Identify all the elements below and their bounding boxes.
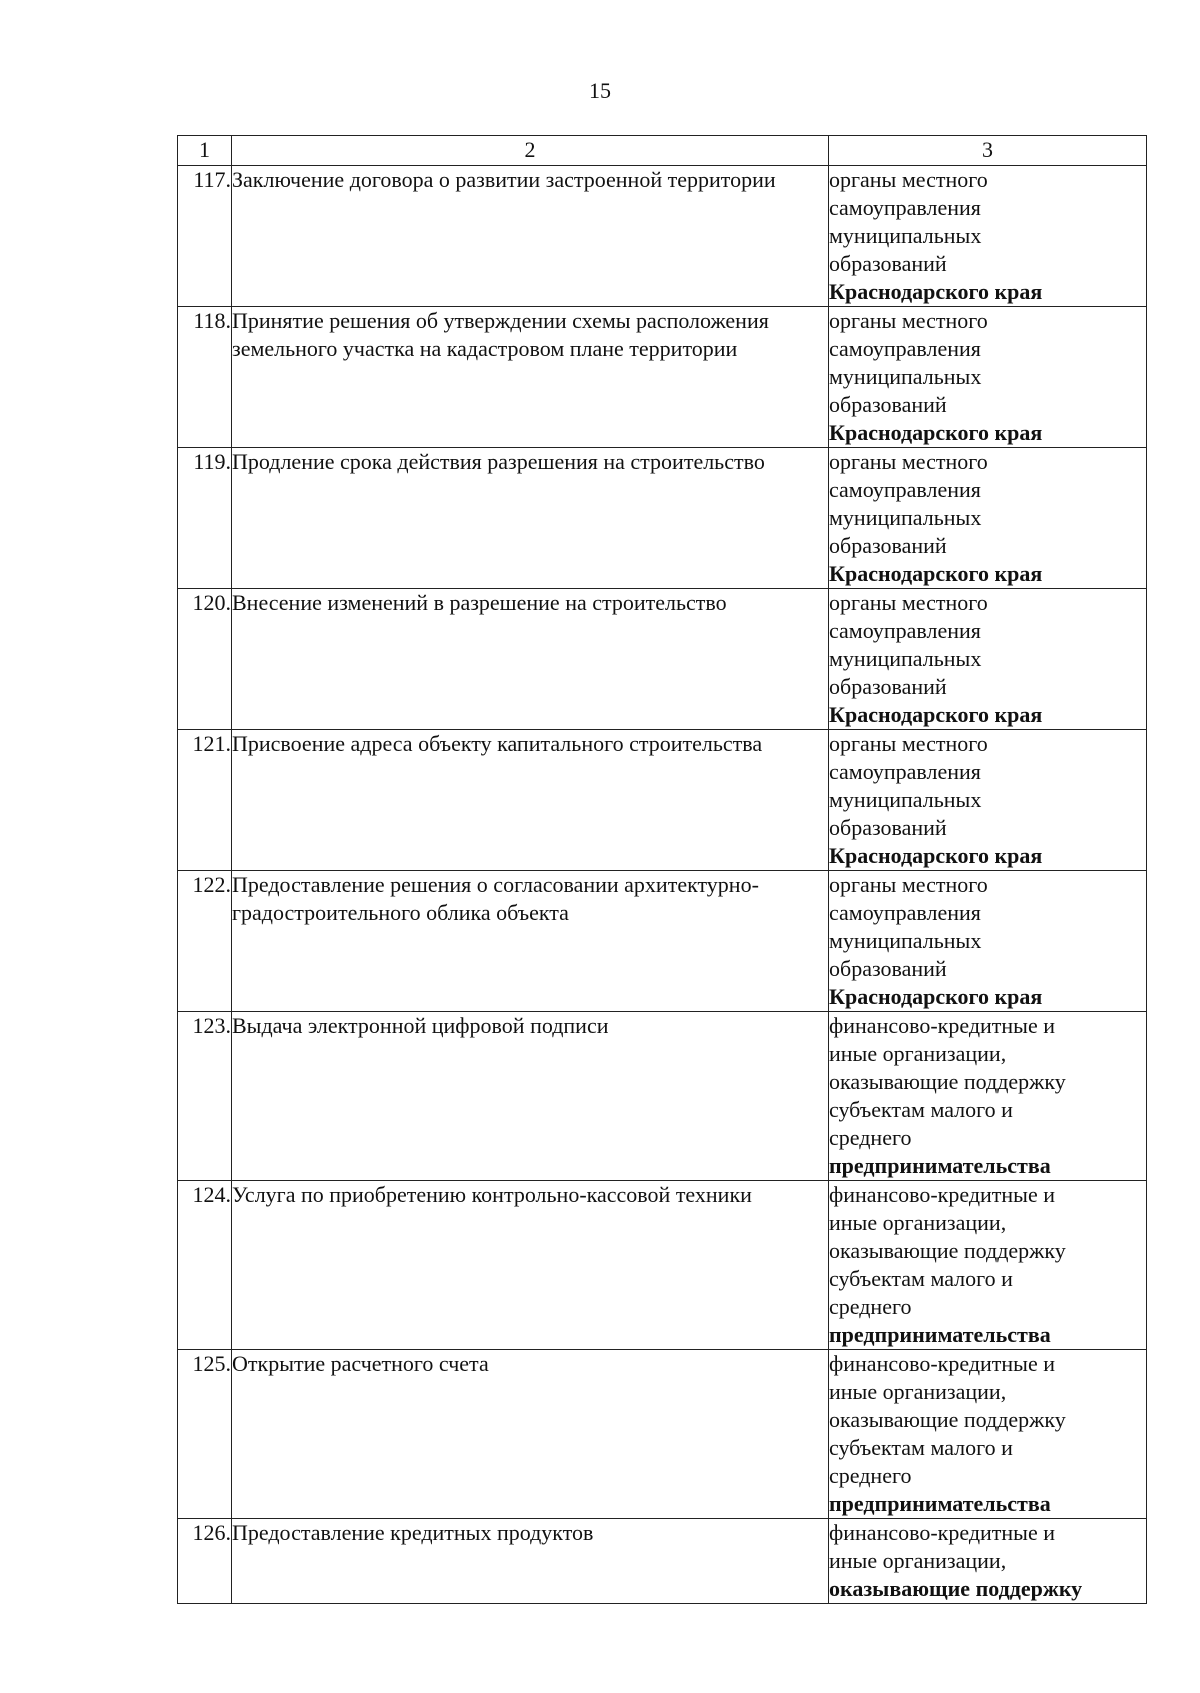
authority-line: предпринимательства xyxy=(829,1491,1051,1516)
authority-line: муниципальных xyxy=(829,223,982,248)
service-name: Заключение договора о развитии застроенной территории xyxy=(232,166,829,307)
authority-line: иные организации, xyxy=(829,1041,1007,1066)
row-number: 123. xyxy=(178,1012,232,1181)
authority-line: образований xyxy=(829,956,947,981)
authority-line: предпринимательства xyxy=(829,1153,1051,1178)
authority-line: оказывающие поддержку xyxy=(829,1069,1066,1094)
responsible-authority xyxy=(829,871,1147,1012)
column-header-number: 1 xyxy=(178,136,232,166)
responsible-authority xyxy=(829,1350,1147,1519)
table-row xyxy=(178,1181,1147,1350)
responsible-authority xyxy=(829,589,1147,730)
service-name: Предоставление решения о согласовании архитектурно-градостроительного облика объекта xyxy=(232,871,829,1012)
authority-line: самоуправления xyxy=(829,618,981,643)
row-number: 126. xyxy=(178,1519,232,1604)
row-number: 119. xyxy=(178,448,232,589)
authority-line: муниципальных xyxy=(829,787,982,812)
authority-line: образований xyxy=(829,815,947,840)
responsible-authority xyxy=(829,448,1147,589)
column-header-authority: 3 xyxy=(829,136,1147,166)
table-row xyxy=(178,730,1147,871)
service-name: Предоставление кредитных продуктов xyxy=(232,1519,829,1604)
authority-line: образований xyxy=(829,533,947,558)
authority-line: органы местного xyxy=(829,308,988,333)
responsible-authority xyxy=(829,1012,1147,1181)
table-body xyxy=(178,166,1147,1604)
authority-line: Краснодарского края xyxy=(829,843,1043,868)
authority-line: органы местного xyxy=(829,449,988,474)
authority-line: среднего xyxy=(829,1463,912,1488)
service-name: Открытие расчетного счета xyxy=(232,1350,829,1519)
authority-line: Краснодарского края xyxy=(829,702,1043,727)
authority-line: субъектам малого и xyxy=(829,1097,1013,1122)
table-row xyxy=(178,589,1147,730)
authority-line: предпринимательства xyxy=(829,1322,1051,1347)
row-number: 121. xyxy=(178,730,232,871)
authority-line: оказывающие поддержку xyxy=(829,1407,1066,1432)
authority-line: Краснодарского края xyxy=(829,561,1043,586)
service-name: Услуга по приобретению контрольно-кассовой техники xyxy=(232,1181,829,1350)
table-row xyxy=(178,166,1147,307)
row-number: 120. xyxy=(178,589,232,730)
row-number: 118. xyxy=(178,307,232,448)
authority-line: финансово-кредитные и xyxy=(829,1351,1056,1376)
authority-line: иные организации, xyxy=(829,1379,1007,1404)
responsible-authority xyxy=(829,1519,1147,1604)
table-row xyxy=(178,1350,1147,1519)
authority-line: органы местного xyxy=(829,590,988,615)
authority-line: органы местного xyxy=(829,167,988,192)
authority-line: среднего xyxy=(829,1294,912,1319)
row-number: 117. xyxy=(178,166,232,307)
responsible-authority xyxy=(829,1181,1147,1350)
authority-line: оказывающие поддержку xyxy=(829,1238,1066,1263)
authority-line: образований xyxy=(829,674,947,699)
table-row xyxy=(178,1012,1147,1181)
page-number: 15 xyxy=(589,78,611,103)
service-name: Внесение изменений в разрешение на строительство xyxy=(232,589,829,730)
authority-line: финансово-кредитные и xyxy=(829,1013,1056,1038)
authority-line: Краснодарского края xyxy=(829,984,1043,1009)
authority-line: муниципальных xyxy=(829,646,982,671)
table-header-row xyxy=(178,136,1147,166)
responsible-authority xyxy=(829,307,1147,448)
authority-line: муниципальных xyxy=(829,364,982,389)
authority-line: самоуправления xyxy=(829,336,981,361)
table-row xyxy=(178,448,1147,589)
authority-line: органы местного xyxy=(829,731,988,756)
authority-line: самоуправления xyxy=(829,759,981,784)
services-table xyxy=(177,135,1147,1604)
service-name: Принятие решения об утверждении схемы расположения земельного участка на кадастровом плане территории xyxy=(232,307,829,448)
service-name: Продление срока действия разрешения на строительство xyxy=(232,448,829,589)
authority-line: финансово-кредитные и xyxy=(829,1520,1056,1545)
authority-line: среднего xyxy=(829,1125,912,1150)
responsible-authority xyxy=(829,730,1147,871)
authority-line: оказывающие поддержку xyxy=(829,1576,1083,1601)
table-row xyxy=(178,871,1147,1012)
service-name: Присвоение адреса объекту капитального строительства xyxy=(232,730,829,871)
row-number: 125. xyxy=(178,1350,232,1519)
authority-line: субъектам малого и xyxy=(829,1266,1013,1291)
authority-line: муниципальных xyxy=(829,928,982,953)
table-row xyxy=(178,1519,1147,1604)
table-row xyxy=(178,307,1147,448)
authority-line: иные организации, xyxy=(829,1548,1007,1573)
authority-line: самоуправления xyxy=(829,900,981,925)
authority-line: самоуправления xyxy=(829,195,981,220)
authority-line: Краснодарского края xyxy=(829,279,1043,304)
authority-line: самоуправления xyxy=(829,477,981,502)
authority-line: иные организации, xyxy=(829,1210,1007,1235)
authority-line: муниципальных xyxy=(829,505,982,530)
authority-line: субъектам малого и xyxy=(829,1435,1013,1460)
row-number: 122. xyxy=(178,871,232,1012)
authority-line: образований xyxy=(829,251,947,276)
authority-line: органы местного xyxy=(829,872,988,897)
column-header-service: 2 xyxy=(232,136,829,166)
service-name: Выдача электронной цифровой подписи xyxy=(232,1012,829,1181)
authority-line: финансово-кредитные и xyxy=(829,1182,1056,1207)
authority-line: образований xyxy=(829,392,947,417)
authority-line: Краснодарского края xyxy=(829,420,1043,445)
responsible-authority xyxy=(829,166,1147,307)
row-number: 124. xyxy=(178,1181,232,1350)
